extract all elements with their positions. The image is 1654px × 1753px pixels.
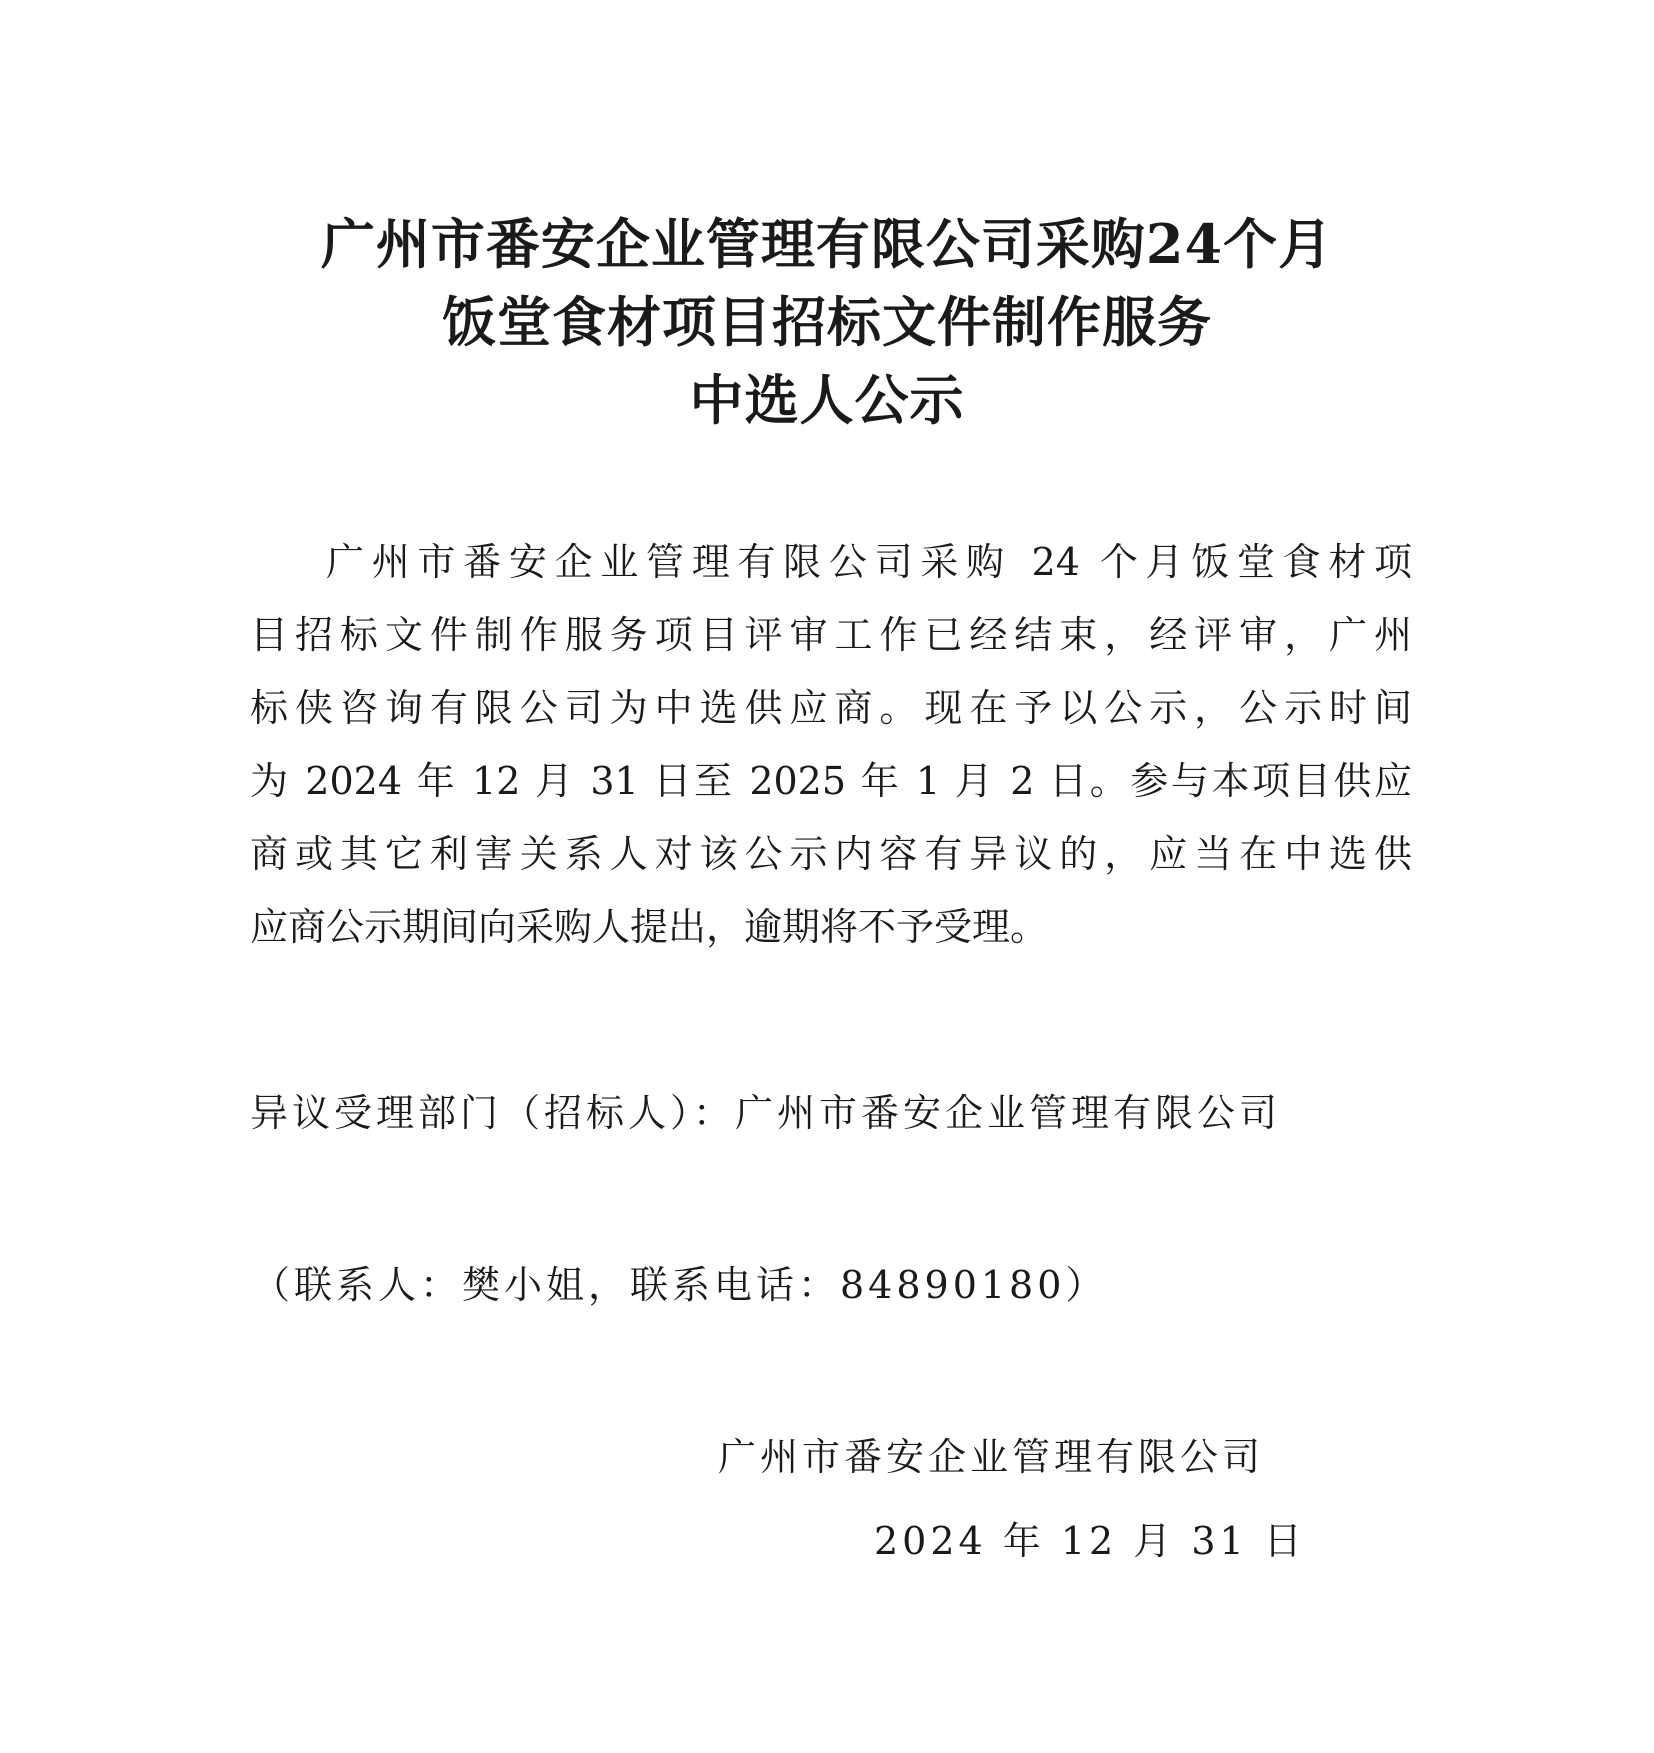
- document-title-line-2: 饭堂食材项目招标文件制作服务: [442, 290, 1212, 354]
- contact-info: （联系人：樊小姐，联系电话：84890180）: [252, 1263, 1108, 1307]
- document-title-line-1: 广州市番安企业管理有限公司采购24个月: [320, 212, 1334, 276]
- body-line-3: 标侠咨询有限公司为中选供应商。现在予以公示，公示时间: [250, 686, 1412, 730]
- signature-date: 2024 年 12 月 31 日: [874, 1519, 1306, 1563]
- body-line-2: 目招标文件制作服务项目评审工作已经结束，经评审，广州: [250, 613, 1412, 657]
- signature-company: 广州市番安企业管理有限公司: [718, 1435, 1265, 1479]
- body-line-5: 商或其它利害关系人对该公示内容有异议的，应当在中选供: [250, 832, 1412, 876]
- body-line-1: 广州市番安企业管理有限公司采购 24 个月饭堂食材项: [326, 540, 1412, 584]
- objection-department: 异议受理部门（招标人）：广州市番安企业管理有限公司: [250, 1091, 1282, 1135]
- document-title-line-3: 中选人公示: [689, 368, 965, 432]
- body-line-6: 应商公示期间向采购人提出，逾期将不予受理。: [250, 905, 1049, 949]
- body-line-4: 为 2024 年 12 月 31 日至 2025 年 1 月 2 日。参与本项目供应: [250, 759, 1412, 803]
